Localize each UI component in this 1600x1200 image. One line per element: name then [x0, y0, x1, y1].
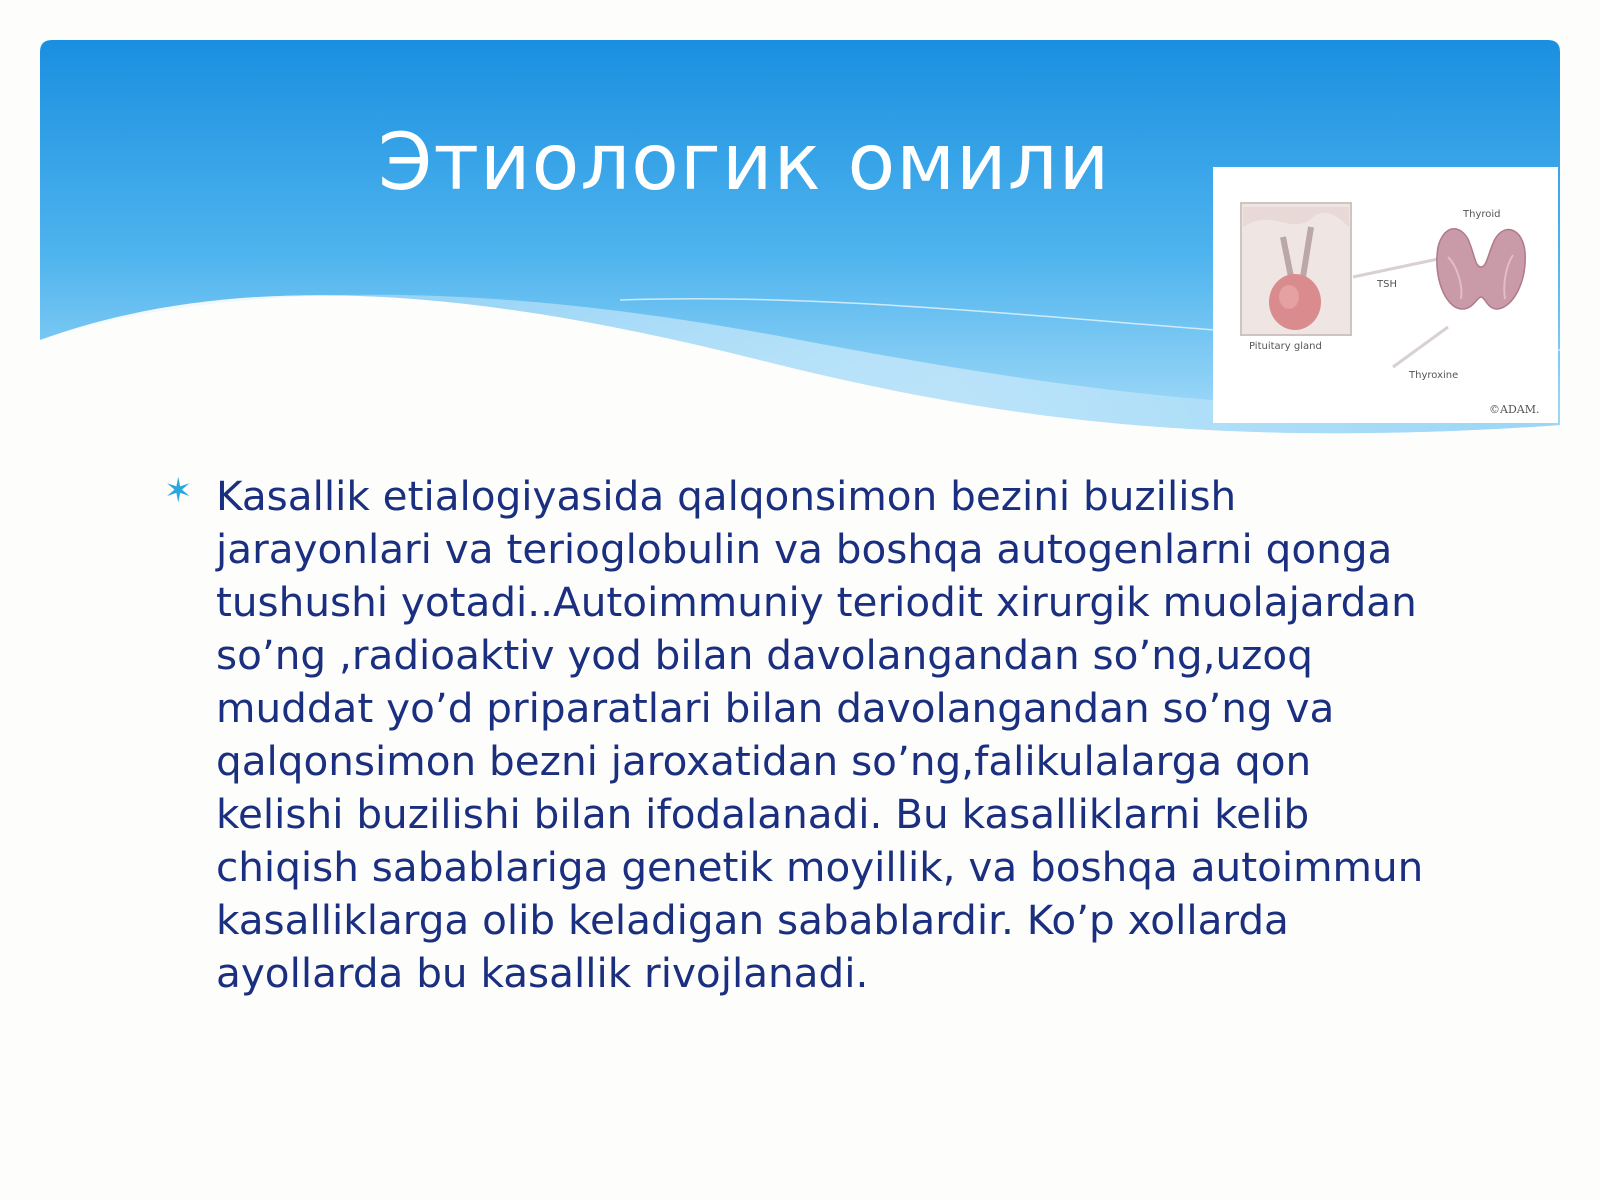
diagram-label-thyroid: Thyroid [1463, 209, 1501, 220]
bullet-star-icon: ✶ [164, 471, 193, 511]
diagram-credit: ©ADAM. [1489, 403, 1540, 416]
diagram-label-pituitary: Pituitary gland [1249, 341, 1322, 352]
diagram-label-tsh: TSH [1377, 279, 1397, 290]
diagram-illustration [1213, 167, 1558, 423]
diagram-label-thyroxine: Thyroxine [1409, 370, 1459, 381]
slide-title: Этиологик омили [378, 118, 1111, 208]
body-text-block [164, 470, 1444, 1000]
body-paragraph: Kasallik etialogiyasida qalqonsimon bezini buzilish jarayonlari va terioglobulin va boshqa autogenlarni qonga tushushi yotadi..Autoimmuniy teriodit xirurgik muolajardan so’ng ,radioaktiv yod bilan davolangandan so’ng,uzoq muddat yo’d priparatlari bilan davolangandan so’ng va qalqonsimon bezni jaroxatidan so’ng,falikulalarga qon kelishi buzilishi bilan ifodalanadi. Bu kasalliklarni kelib chiqish sabablariga genetik moyillik, va boshqa autoimmun kasalliklarga olib keladigan sabablardir. Ko’p xollarda ayollarda bu kasallik rivojlanadi. [216, 472, 1424, 997]
thyroid-pituitary-diagram [1213, 167, 1558, 423]
